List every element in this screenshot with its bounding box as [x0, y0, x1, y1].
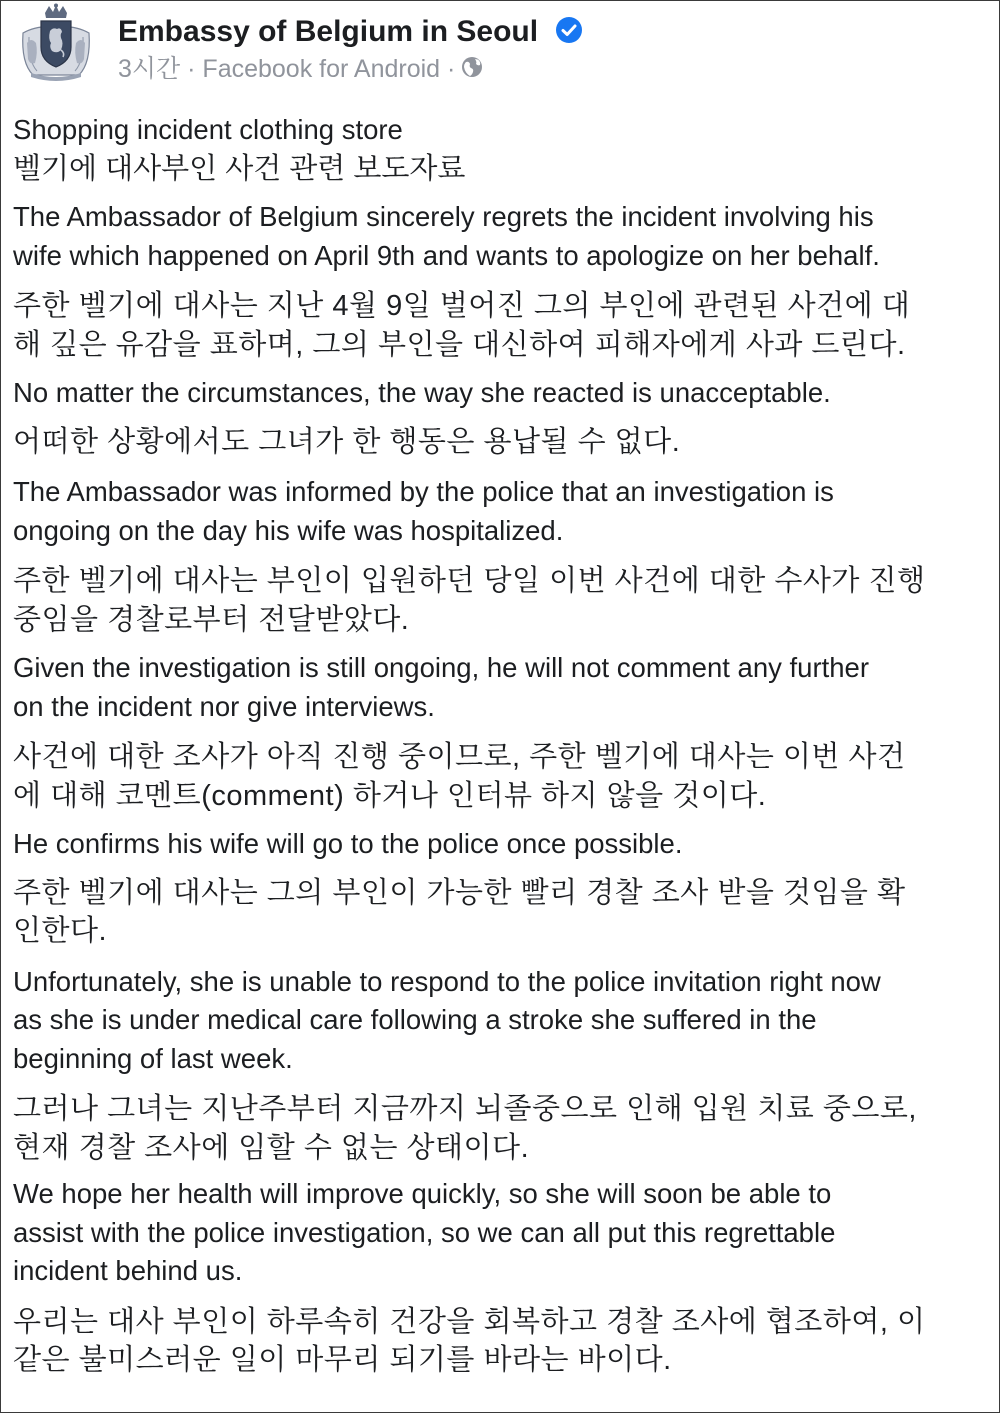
post-text-line: We hope her health will improve quickly, so she will soon be able to — [13, 1178, 832, 1209]
post-text-line: beginning of last week. — [13, 1042, 293, 1074]
post-text-line: 인한다. — [13, 915, 108, 947]
post-paragraph — [13, 111, 993, 188]
post-text-line: 중임을 경찰로부터 전달받았다. — [13, 603, 410, 636]
post-text-line: 사건에 대한 조사가 아직 진행 중이므로, 주한 벨기에 대사는 이번 사건 — [13, 741, 906, 773]
post-text-line: 우리는 대사 부인이 하루속히 건강을 회복하고 경찰 조사에 협조하여, 이 — [13, 1305, 926, 1338]
post-paragraph — [13, 562, 993, 639]
post-paragraph — [13, 963, 993, 1079]
post-text-line: 주한 벨기에 대사는 부인이 입원하던 당일 이번 사건에 대한 수사가 진행 — [13, 565, 926, 597]
globe-icon[interactable] — [461, 56, 483, 78]
post-text-line: Given the investigation is still ongoing, he will not comment any further — [13, 652, 869, 683]
post-paragraph — [13, 374, 993, 413]
post-text-line: 같은 불미스러운 일이 마무리 되기를 바라는 바이다. — [13, 1344, 672, 1376]
post-paragraph — [13, 1090, 993, 1167]
post-text-line: ongoing on the day his wife was hospitalized. — [13, 514, 564, 546]
post-text-line: 주한 벨기에 대사는 지난 4월 9일 벌어진 그의 부인에 관련된 사건에 대 — [13, 290, 911, 322]
post-text-line: 주한 벨기에 대사는 그의 부인이 가능한 빨리 경찰 조사 받을 것임을 확 — [13, 876, 906, 909]
post-paragraph — [13, 287, 993, 364]
post-paragraph — [13, 473, 993, 550]
post-paragraph — [13, 1175, 993, 1291]
post-timestamp-source[interactable]: 3시간 · Facebook for Android · — [118, 55, 456, 83]
post-text-line: The Ambassador of Belgium sincerely regrets the incident involving his — [13, 201, 874, 232]
post-text-line: 그러나 그녀는 지난주부터 지금까지 뇌졸중으로 인해 입원 치료 중으로, — [13, 1093, 917, 1125]
post-text-line: Unfortunately, she is unable to respond to the police invitation right now — [13, 965, 881, 997]
post-text — [13, 111, 993, 1392]
page-name-link[interactable]: Embassy of Belgium in Seoul — [118, 15, 539, 48]
post-text-line: on the incident nor give interviews. — [13, 690, 435, 722]
post-text-line: 해 깊은 유감을 표하며, 그의 부인을 대신하여 피해자에게 사과 드린다. — [13, 328, 906, 361]
post-header — [19, 3, 979, 81]
post-text-line: incident behind us. — [13, 1255, 243, 1286]
post-text-line: 벨기에 대사부인 사건 관련 보도자료 — [13, 152, 466, 185]
post-text-line: He confirms his wife will go to the police once possible. — [13, 828, 683, 859]
post-text-line: Shopping incident clothing store — [13, 114, 403, 145]
post-text-line: 에 대해 코멘트(comment) 하거나 인터뷰 하지 않을 것이다. — [13, 779, 767, 812]
post-paragraph — [13, 874, 993, 951]
post-paragraph — [13, 738, 993, 815]
post-text-line: 어떠한 상황에서도 그녀가 한 행동은 용납될 수 없다. — [13, 425, 681, 458]
post-text-line: assist with the police investigation, so we can all put this regrettable — [13, 1216, 836, 1248]
post-meta — [118, 49, 483, 85]
verified-badge-icon — [555, 16, 583, 44]
post-paragraph — [13, 649, 993, 726]
belgian-coat-of-arms-icon[interactable] — [19, 3, 93, 81]
post-text-line: as she is under medical care following a stroke she suffered in the — [13, 1004, 817, 1035]
post-text-line: No matter the circumstances, the way she reacted is unacceptable. — [13, 377, 831, 408]
post-text-line: wife which happened on April 9th and wants to apologize on her behalf. — [13, 239, 880, 271]
post-text-line: 현재 경찰 조사에 임할 수 없는 상태이다. — [13, 1131, 530, 1164]
post-paragraph — [13, 1303, 993, 1380]
post-paragraph — [13, 825, 993, 864]
post-paragraph — [13, 423, 993, 462]
post-paragraph — [13, 198, 993, 275]
post-text-line: The Ambassador was informed by the police that an investigation is — [13, 476, 834, 507]
